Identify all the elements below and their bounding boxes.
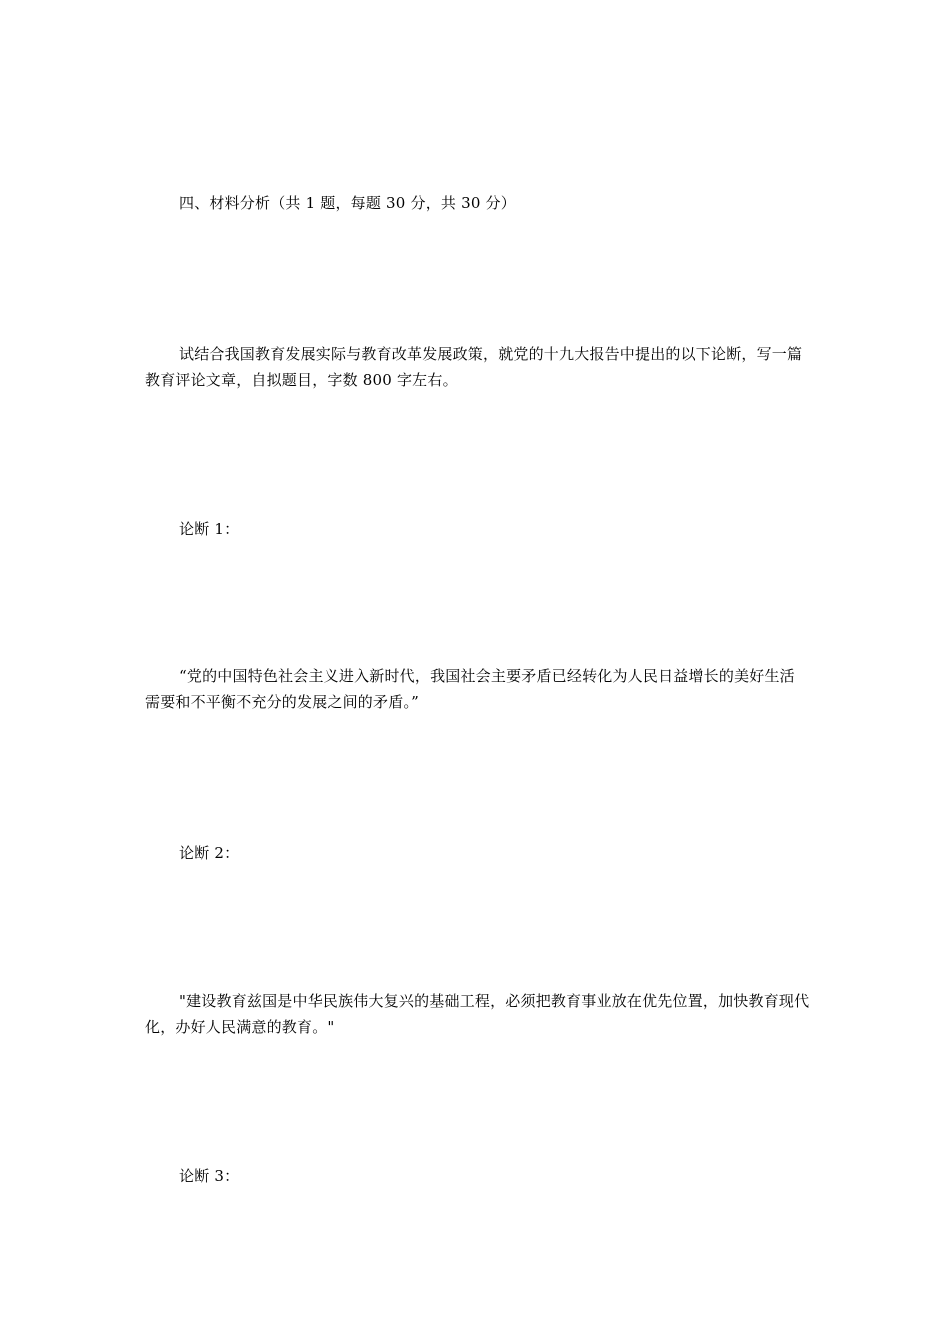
question-intro: 试结合我国教育发展实际与教育改革发展政策，就党的十九大报告中提出的以下论断，写一篇教育评论文章，自拟题目，字数 800 字左右。: [145, 345, 803, 389]
claim-2-label: 论断 2：: [179, 844, 240, 862]
claim-2-text: "建设教育兹国是中华民族伟大复兴的基础工程，必须把教育事业放在优先位置，加快教育现代化，办好人民满意的教育。": [145, 992, 810, 1036]
section-heading: 四、材料分析（共 1 题，每题 30 分，共 30 分）: [179, 194, 516, 212]
claim-3-label: 论断 3：: [179, 1167, 240, 1185]
claim-1-text: “党的中国特色社会主义进入新时代，我国社会主要矛盾已经转化为人民日益增长的美好生活需要和不平衡不充分的发展之间的矛盾。”: [145, 667, 795, 711]
claim-1-label: 论断 1：: [179, 520, 240, 538]
